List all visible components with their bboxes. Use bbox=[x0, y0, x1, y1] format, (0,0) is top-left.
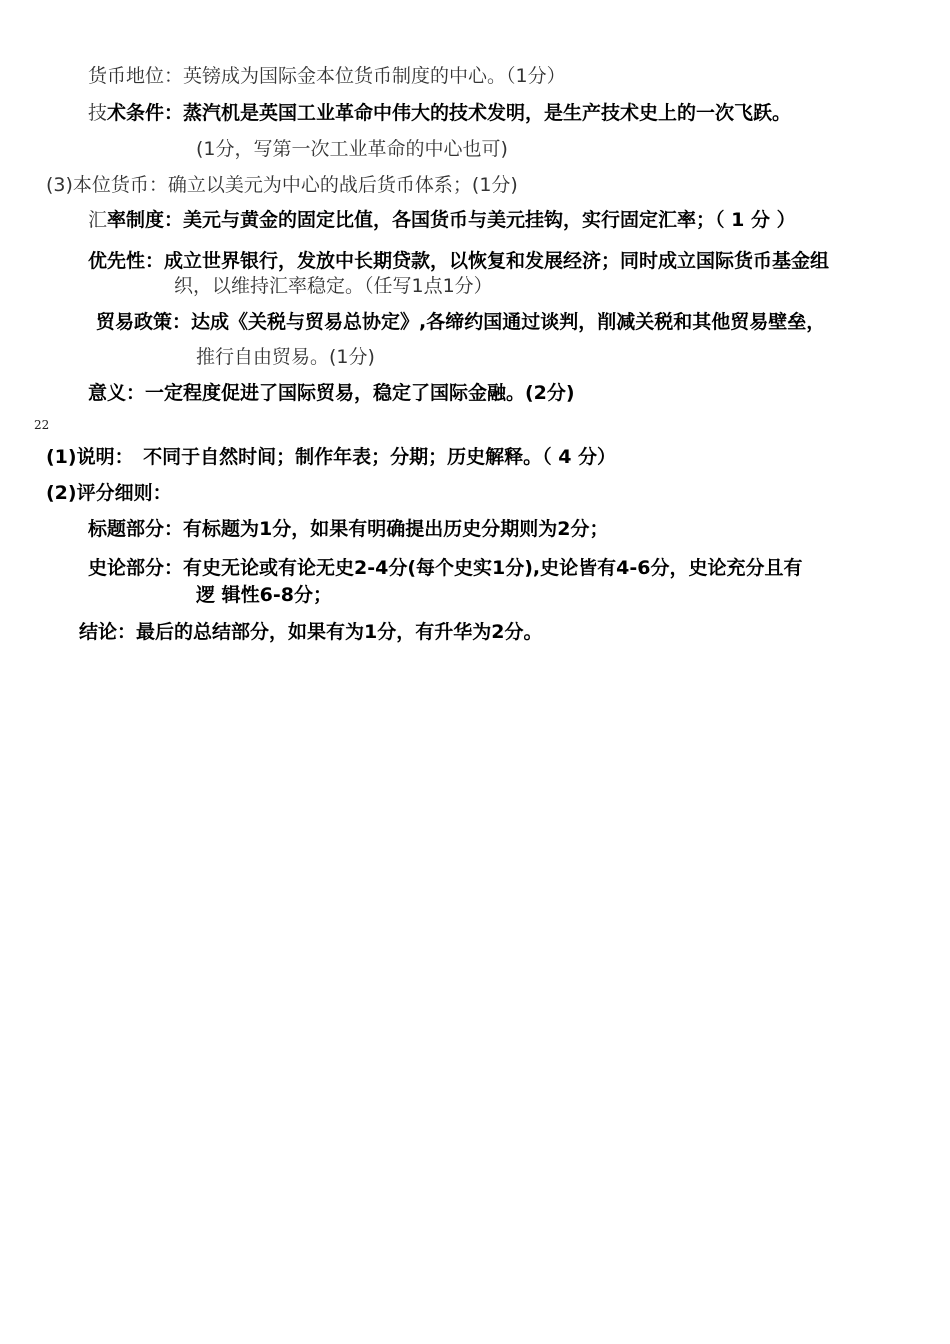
tech-note-line: (1分，写第一次工业革命的中心也可) bbox=[196, 138, 508, 160]
priority-line-1: 优先性：成立世界银行，发放中长期贷款，以恢复和发展经济；同时成立国际货币基金组 bbox=[88, 250, 830, 272]
tech-text: 术条件：蒸汽机是英国工业革命中伟大的技术发明，是生产技术史上的一次飞跃。 bbox=[107, 102, 792, 124]
argument-part-line-2: 逻 辑性6-8分； bbox=[196, 584, 332, 606]
tech-label: 技 bbox=[88, 102, 108, 124]
exchange-label: 汇 bbox=[88, 209, 108, 231]
title-part-line: 标题部分：有标题为1分，如果有明确提出历史分期则为2分； bbox=[88, 518, 609, 540]
significance-line: 意义：一定程度促进了国际贸易，稳定了国际金融。(2分) bbox=[88, 382, 575, 404]
exchange-rate-line bbox=[88, 208, 796, 232]
currency-status-line: 货币地位：英镑成为国际金本位货币制度的中心。（1分） bbox=[88, 65, 566, 87]
trade-policy-line-1: 贸易政策：达成《关税与贸易总协定》,各缔约国通过谈判，削减关税和其他贸易壁垒， bbox=[96, 311, 826, 333]
item3-base-currency-line: (3)本位货币：确立以美元为中心的战后货币体系；(1分) bbox=[46, 174, 518, 196]
argument-part-line-1: 史论部分：有史无论或有论无史2-4分(每个史实1分),史论皆有4-6分，史论充分且有 bbox=[88, 557, 803, 579]
trade-policy-line-2: 推行自由贸易。(1分) bbox=[196, 346, 375, 368]
question-number: 22 bbox=[34, 418, 50, 432]
item1-explanation-line: (1)说明： 不同于自然时间；制作年表；分期；历史解释。（ 4 分） bbox=[46, 446, 617, 468]
exchange-text: 率制度：美元与黄金的固定比值，各国货币与美元挂钩，实行固定汇率；（ 1 分 ） bbox=[107, 209, 796, 231]
conclusion-line: 结论：最后的总结部分，如果有为1分，有升华为2分。 bbox=[79, 621, 543, 643]
priority-line-2: 织，以维持汇率稳定。（任写1点1分） bbox=[174, 275, 493, 297]
tech-conditions-line bbox=[88, 101, 791, 125]
item2-grading-heading: (2)评分细则： bbox=[46, 482, 172, 504]
